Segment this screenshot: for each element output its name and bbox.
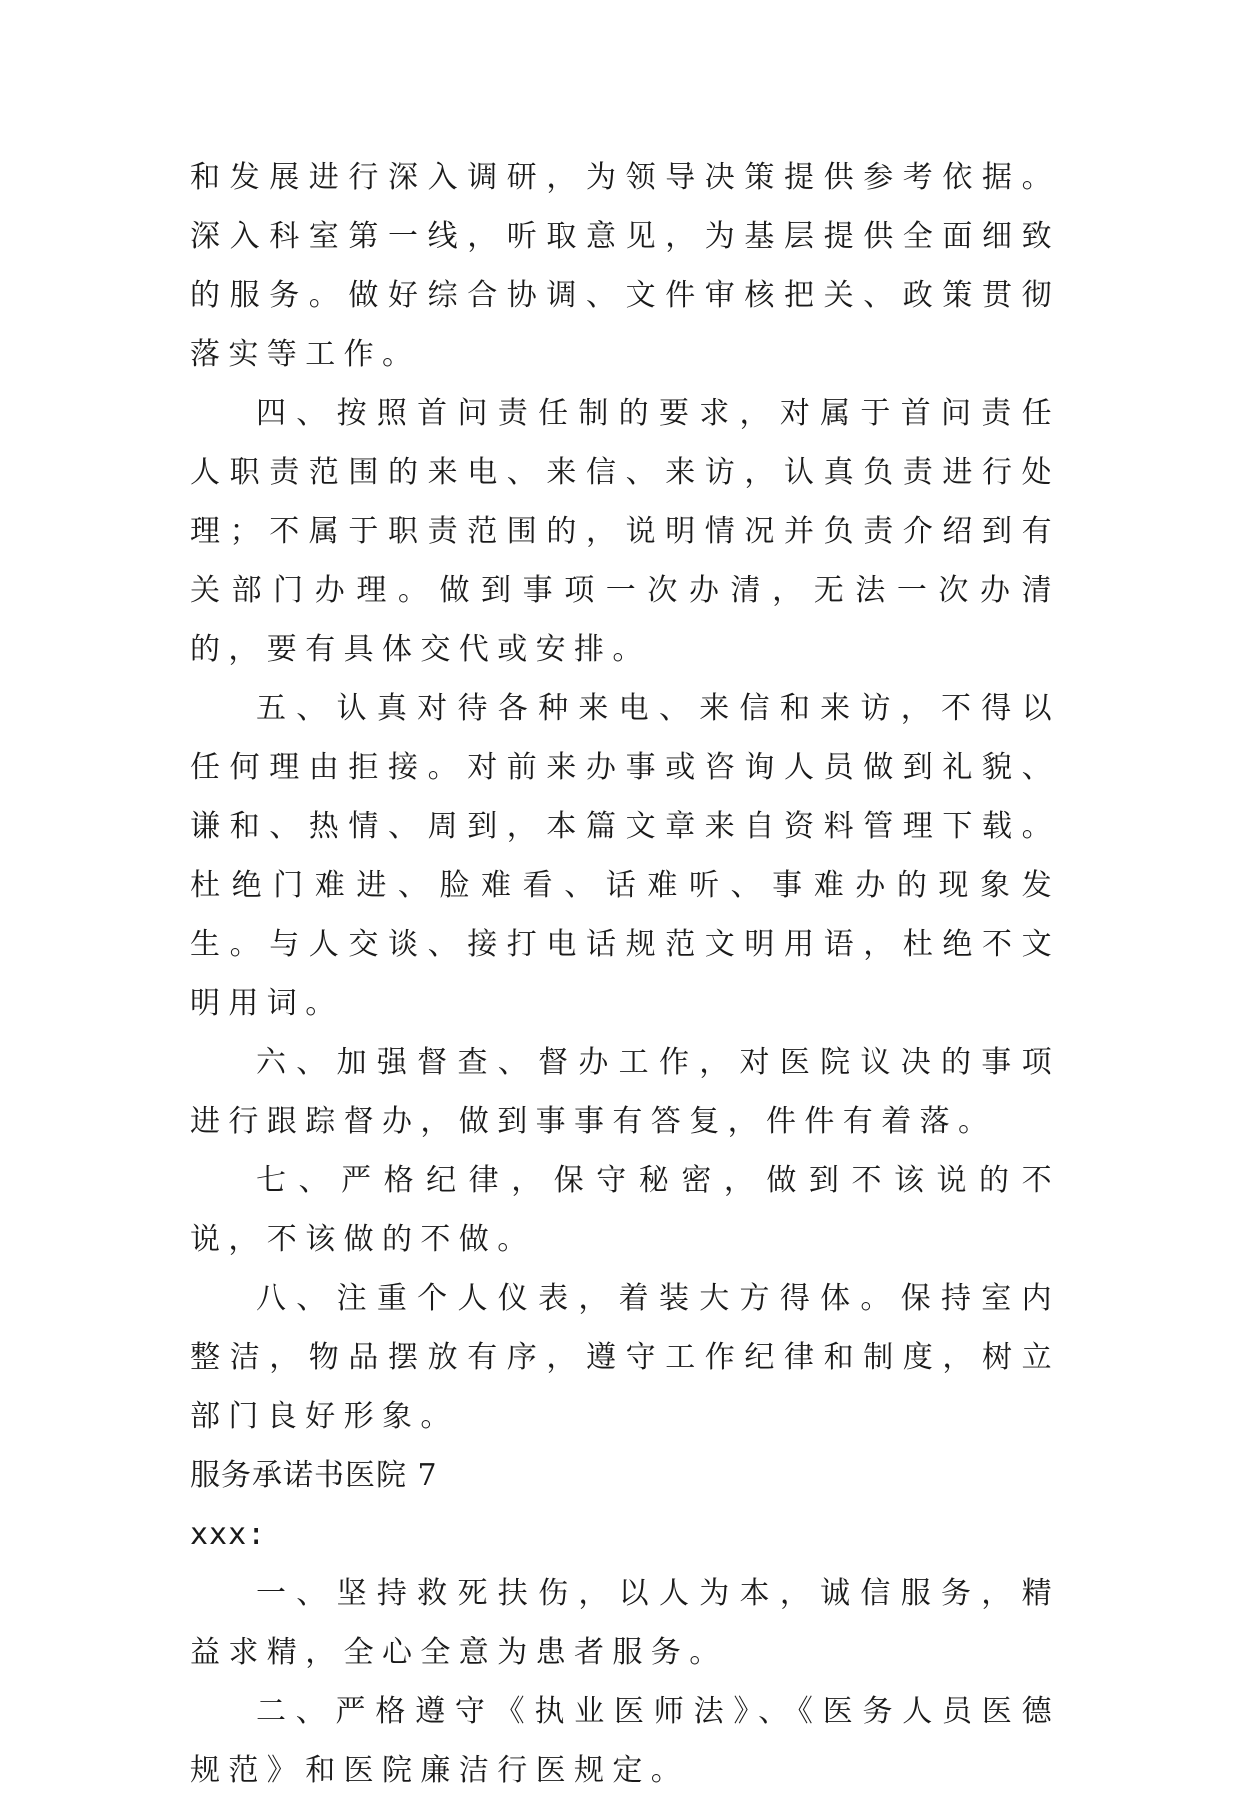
paragraph-commitment-2: 二、严格遵守《执业医师法》、《医务人员医德规范》和医院廉洁行医规定。 xyxy=(190,1694,1060,1788)
paragraph-item-6: 六、加强督查、督办工作，对医院议决的事项进行跟踪督办，做到事事有答复，件件有着落。 xyxy=(190,1045,1060,1139)
paragraph-commitment-1: 一、坚持救死扶伤，以人为本，诚信服务，精益求精，全心全意为患者服务。 xyxy=(190,1576,1060,1670)
paragraph-continuation: 和发展进行深入调研，为领导决策提供参考依据。深入科室第一线，听取意见，为基层提供全面细致的服务。做好综合协调、文件审核把关、政策贯彻落实等工作。 xyxy=(190,160,1060,372)
paragraph-item-5: 五、认真对待各种来电、来信和来访，不得以任何理由拒接。对前来办事或咨询人员做到礼貌、谦和、热情、周到，本篇文章来自资料管理下载。杜绝门难进、脸难看、话难听、事难办的现象发生。与人交谈、接打电话规范文明用语，杜绝不文明用词。 xyxy=(190,691,1060,1021)
salutation: xxx: xyxy=(190,1517,267,1552)
document-page xyxy=(190,148,1060,1800)
paragraph-item-7: 七、严格纪律，保守秘密，做到不该说的不说，不该做的不做。 xyxy=(190,1163,1060,1257)
section-heading: 服务承诺书医院 7 xyxy=(190,1458,438,1493)
paragraph-item-4: 四、按照首问责任制的要求，对属于首问责任人职责范围的来电、来信、来访，认真负责进行处理；不属于职责范围的，说明情况并负责介绍到有关部门办理。做到事项一次办清，无法一次办清的，要有具体交代或安排。 xyxy=(190,396,1060,667)
paragraph-item-8: 八、注重个人仪表，着装大方得体。保持室内整洁，物品摆放有序，遵守工作纪律和制度，树立部门良好形象。 xyxy=(190,1281,1060,1434)
